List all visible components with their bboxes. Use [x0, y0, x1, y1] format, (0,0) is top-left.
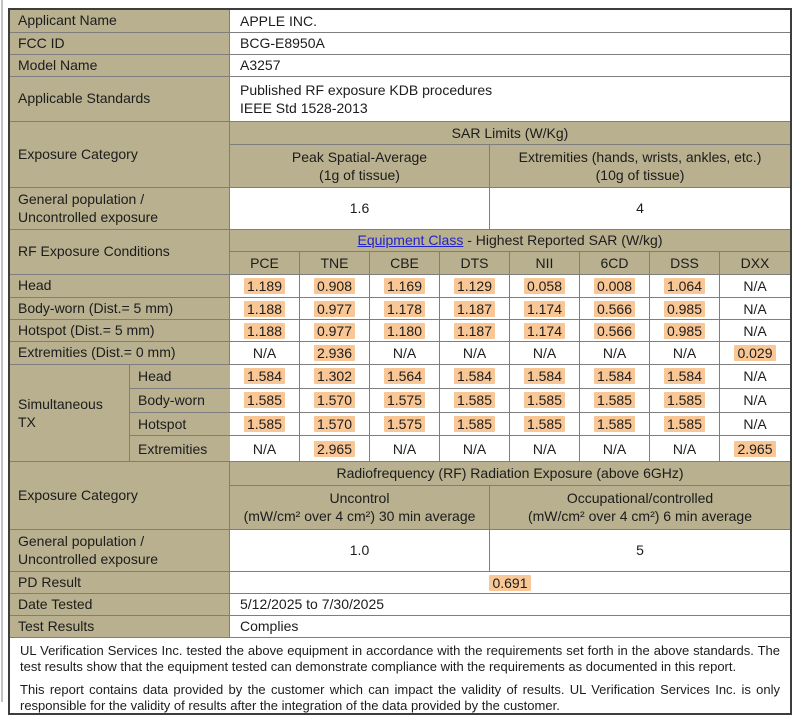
row-head — [10, 275, 790, 298]
pd-result-label: PD Result — [10, 572, 230, 593]
sar-cell: 1.585 — [510, 389, 580, 412]
simultaneous-line-2: TX — [18, 414, 36, 430]
row-pd-result — [10, 572, 790, 594]
row-pd-limit-values — [10, 530, 790, 572]
sar-cell: 0.985 — [650, 320, 720, 341]
sar-cell: N/A — [370, 436, 440, 461]
row-simultaneous-tx — [10, 365, 790, 462]
row-applicable-standards — [10, 77, 790, 122]
applicable-standards-value — [230, 77, 790, 121]
sim-head-label: Head — [130, 365, 230, 388]
row-applicant-name — [10, 10, 790, 33]
sar-cell: 2.936 — [300, 342, 370, 364]
uncontrol-column-header — [230, 486, 490, 529]
sar-cell: 1.585 — [580, 413, 650, 436]
row-footer-statement — [10, 638, 790, 713]
sar-cell: N/A — [230, 342, 300, 364]
uncontrol-line-2: (mW/cm² over 4 cm²) 30 min average — [243, 508, 476, 525]
row-test-results — [10, 616, 790, 638]
occupational-line-2: (mW/cm² over 4 cm²) 6 min average — [527, 508, 753, 525]
occupational-line-1: Occupational/controlled — [566, 490, 714, 507]
row-date-tested — [10, 594, 790, 616]
date-tested-value: 5/12/2025 to 7/30/2025 — [240, 596, 385, 613]
extremities-label: Extremities (Dist.= 0 mm) — [10, 342, 230, 364]
sar-cell: 1.302 — [300, 365, 370, 388]
date-tested-label: Date Tested — [10, 594, 230, 615]
sar-cell: 0.058 — [510, 275, 580, 297]
row-body-worn — [10, 298, 790, 320]
equipment-class-link[interactable]: Equipment Class — [357, 232, 464, 249]
test-results-label: Test Results — [10, 616, 230, 637]
sar-cell: 0.029 — [720, 342, 790, 364]
general-population-2-line-1: General population / — [18, 533, 145, 549]
sar-cell: N/A — [743, 415, 767, 432]
sar-cell: 0.977 — [300, 298, 370, 319]
row-fcc-id — [10, 33, 790, 55]
sim-body-worn-label: Body-worn — [130, 389, 230, 412]
sar-cell: N/A — [743, 300, 767, 317]
sar-cell: N/A — [440, 436, 510, 461]
sar-cell: 2.965 — [300, 436, 370, 461]
sim-hotspot-label: Hotspot — [130, 413, 230, 436]
sar-cell: 1.188 — [230, 298, 300, 319]
sar-cell: 0.566 — [580, 298, 650, 319]
sar-cell: 1.584 — [580, 365, 650, 388]
uncontrol-line-1: Uncontrol — [329, 490, 390, 507]
model-name-label: Model Name — [10, 55, 230, 76]
sar-cell: 1.584 — [510, 365, 580, 388]
applicant-name-value: APPLE INC. — [240, 12, 318, 29]
equipment-class-columns — [230, 252, 790, 274]
general-population-label-2 — [10, 530, 230, 571]
extremities-limit-value: 4 — [636, 200, 644, 217]
peak-limit-value: 1.6 — [230, 188, 490, 229]
sim-row-head — [130, 365, 790, 389]
sar-cell: 1.584 — [230, 365, 300, 388]
general-population-line-2: Uncontrolled exposure — [18, 208, 159, 225]
sar-limits-stack — [230, 122, 790, 187]
sar-cell: 1.570 — [300, 413, 370, 436]
equipment-class-stack — [230, 230, 790, 274]
sar-cell: N/A — [230, 436, 300, 461]
column-header-pce: PCE — [230, 252, 300, 274]
sar-cell: 1.575 — [370, 413, 440, 436]
sar-cell: 1.585 — [230, 389, 300, 412]
occupational-limit-value: 5 — [636, 542, 644, 559]
row-sar-limits-header — [10, 122, 790, 188]
page-edge-line — [1, 0, 3, 702]
column-header-dss: DSS — [650, 252, 720, 274]
sar-cell: 1.188 — [230, 320, 300, 341]
sar-cell: N/A — [580, 436, 650, 461]
sar-cell: 1.189 — [230, 275, 300, 297]
body-worn-label: Body-worn (Dist.= 5 mm) — [10, 298, 230, 319]
sar-cell: 1.187 — [440, 298, 510, 319]
row-model-name — [10, 55, 790, 77]
sar-cell: 1.585 — [650, 413, 720, 436]
sar-cell: 1.564 — [370, 365, 440, 388]
rf-radiation-stack — [230, 462, 790, 529]
sim-row-body-worn — [130, 389, 790, 413]
sar-cell: 1.585 — [650, 389, 720, 412]
sar-cell: N/A — [743, 392, 767, 409]
rf-exposure-conditions-label: RF Exposure Conditions — [10, 230, 230, 274]
row-rf-radiation-header — [10, 462, 790, 530]
sar-cell: 1.174 — [510, 298, 580, 319]
column-header-dts: DTS — [440, 252, 510, 274]
peak-column-line-1: Peak Spatial-Average — [291, 148, 428, 165]
model-name-value: A3257 — [240, 57, 281, 74]
sar-cell: 1.169 — [370, 275, 440, 297]
sar-cell: 1.584 — [440, 365, 510, 388]
sar-cell: 1.585 — [440, 389, 510, 412]
applicant-name-label: Applicant Name — [10, 10, 230, 32]
pd-result-value: 0.691 — [489, 575, 530, 591]
peak-spatial-average-column-header — [230, 145, 490, 187]
sar-cell: N/A — [650, 342, 720, 364]
standards-line-2: IEEE Std 1528-2013 — [240, 100, 368, 116]
general-population-2-line-2: Uncontrolled exposure — [18, 550, 159, 567]
sar-cell: 1.584 — [650, 365, 720, 388]
exposure-category-label-2: Exposure Category — [10, 462, 230, 529]
sar-cell: 1.575 — [370, 389, 440, 412]
pd-result-value-cell — [230, 572, 790, 593]
hotspot-label: Hotspot (Dist.= 5 mm) — [10, 320, 230, 341]
sar-cell: 1.585 — [510, 413, 580, 436]
extremities-column-line-2: (10g of tissue) — [595, 166, 685, 183]
sim-row-extremities — [130, 436, 790, 461]
standards-line-1: Published RF exposure KDB procedures — [240, 81, 493, 98]
sar-cell: 1.174 — [510, 320, 580, 341]
equipment-class-title-text — [358, 232, 663, 248]
column-header-tne: TNE — [300, 252, 370, 274]
sar-cell: 0.977 — [300, 320, 370, 341]
sar-cell: 1.585 — [230, 413, 300, 436]
sar-cell: N/A — [580, 342, 650, 364]
fcc-id-value: BCG-E8950A — [240, 35, 325, 52]
sar-cell: 1.180 — [370, 320, 440, 341]
general-population-label — [10, 188, 230, 229]
highest-reported-sar-text: - Highest Reported SAR (W/kg) — [463, 232, 663, 249]
simultaneous-tx-rows — [130, 365, 790, 461]
sar-cell: 1.178 — [370, 298, 440, 319]
column-header-nii: NII — [510, 252, 580, 274]
sar-cell: N/A — [510, 436, 580, 461]
uncontrol-limit-value: 1.0 — [230, 530, 490, 571]
extremities-column-header — [490, 145, 790, 187]
sar-cell: 1.585 — [580, 389, 650, 412]
sar-cell: N/A — [510, 342, 580, 364]
rf-radiation-title: Radiofrequency (RF) Radiation Exposure (above 6GHz) — [230, 462, 790, 486]
column-header-cbe: CBE — [370, 252, 440, 274]
sar-cell: 1.585 — [440, 413, 510, 436]
sar-cell: N/A — [370, 342, 440, 364]
sar-cell: 0.008 — [580, 275, 650, 297]
row-sar-limit-values — [10, 188, 790, 230]
sar-cell: N/A — [440, 342, 510, 364]
extremities-column-line-1: Extremities (hands, wrists, ankles, etc.) — [518, 148, 762, 165]
sar-cell: 1.570 — [300, 389, 370, 412]
general-population-line-1: General population / — [18, 191, 145, 207]
row-extremities — [10, 342, 790, 365]
applicable-standards-label: Applicable Standards — [10, 77, 230, 121]
sar-cell: 0.985 — [650, 298, 720, 319]
footer-paragraph-1: UL Verification Services Inc. tested the above equipment in accordance with the requirements set forth in the above standards. The test results show that the equipment tested can demonstrate compliance with the requirements as documented in this report. — [20, 643, 780, 674]
sar-cell: N/A — [743, 278, 767, 294]
simultaneous-line-1: Simultaneous — [18, 395, 103, 412]
row-rf-exposure-conditions — [10, 230, 790, 275]
fcc-id-label: FCC ID — [10, 33, 230, 54]
occupational-column-header — [490, 486, 790, 529]
test-results-value: Complies — [240, 618, 299, 635]
sar-cell: 0.908 — [300, 275, 370, 297]
sar-cell: 1.064 — [650, 275, 720, 297]
simultaneous-tx-label — [10, 365, 130, 461]
column-header-6cd: 6CD — [580, 252, 650, 274]
sar-cell: 1.129 — [440, 275, 510, 297]
head-label: Head — [10, 275, 230, 297]
sar-limits-columns — [230, 145, 790, 187]
sar-limits-title: SAR Limits (W/Kg) — [230, 122, 790, 145]
rf-radiation-columns — [230, 486, 790, 529]
sar-cell: 0.566 — [580, 320, 650, 341]
exposure-category-label: Exposure Category — [10, 122, 230, 187]
sim-row-hotspot — [130, 413, 790, 437]
sar-cell: 2.965 — [720, 436, 790, 461]
sim-extremities-label: Extremities — [130, 436, 230, 461]
sar-cell: 1.187 — [440, 320, 510, 341]
sar-cell: N/A — [650, 436, 720, 461]
peak-column-line-2: (1g of tissue) — [319, 166, 400, 183]
sar-report-table — [8, 8, 792, 715]
sar-cell: N/A — [743, 322, 767, 339]
sar-cell: N/A — [743, 368, 767, 385]
footer-statement — [10, 638, 790, 713]
footer-paragraph-2: This report contains data provided by the customer which can impact the validity of results. UL Verification Services Inc. is only responsible for the validity of results after the integration of the data provided by the customer. — [20, 681, 780, 713]
row-hotspot — [10, 320, 790, 342]
column-header-dxx: DXX — [720, 252, 790, 274]
equipment-class-title — [230, 230, 790, 252]
